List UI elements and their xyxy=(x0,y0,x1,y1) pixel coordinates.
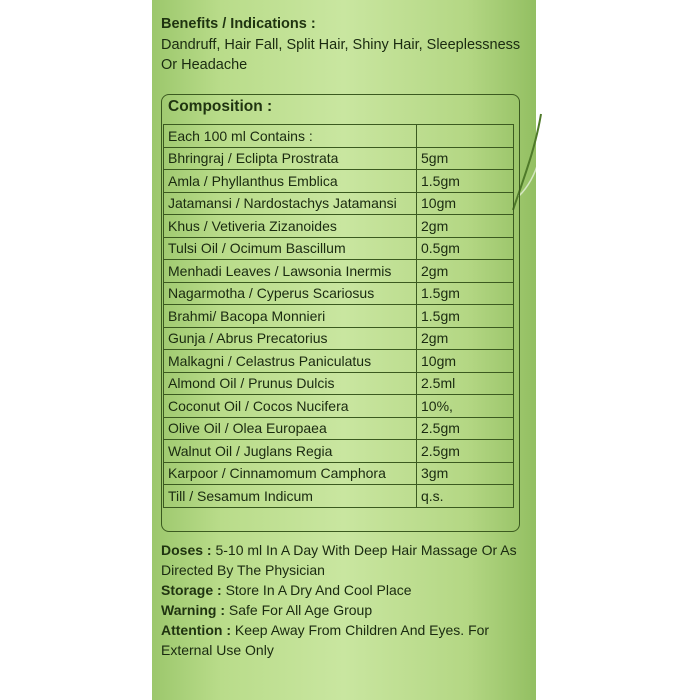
ingredient-amount: 2gm xyxy=(417,260,514,283)
composition-table xyxy=(163,124,514,508)
attention-label: Attention : xyxy=(161,622,231,638)
table-row xyxy=(164,485,514,508)
ingredient-name: Jatamansi / Nardostachys Jatamansi xyxy=(164,192,417,215)
composition-title: Composition : xyxy=(168,98,273,115)
ingredient-amount: 2gm xyxy=(417,327,514,350)
ingredient-amount: 10gm xyxy=(417,192,514,215)
storage-text: Store In A Dry And Cool Place xyxy=(225,582,412,598)
doses-line xyxy=(161,540,531,580)
ingredient-amount: 2.5ml xyxy=(417,372,514,395)
doses-label: Doses : xyxy=(161,542,212,558)
ingredient-name: Amla / Phyllanthus Emblica xyxy=(164,170,417,193)
ingredient-amount: q.s. xyxy=(417,485,514,508)
ingredient-name: Karpoor / Cinnamomum Camphora xyxy=(164,462,417,485)
table-row xyxy=(164,170,514,193)
table-row xyxy=(164,147,514,170)
composition-box xyxy=(161,94,520,532)
table-row xyxy=(164,260,514,283)
table-header-row xyxy=(164,125,514,148)
ingredient-amount: 10%, xyxy=(417,395,514,418)
ingredient-name: Almond Oil / Prunus Dulcis xyxy=(164,372,417,395)
table-row xyxy=(164,282,514,305)
table-row xyxy=(164,237,514,260)
ingredient-amount: 0.5gm xyxy=(417,237,514,260)
ingredient-amount: 10gm xyxy=(417,350,514,373)
table-row xyxy=(164,372,514,395)
ingredient-amount: 3gm xyxy=(417,462,514,485)
usage-info xyxy=(161,540,531,660)
ingredient-name: Walnut Oil / Juglans Regia xyxy=(164,440,417,463)
table-row xyxy=(164,440,514,463)
table-row xyxy=(164,395,514,418)
warning-text: Safe For All Age Group xyxy=(228,602,373,618)
table-row xyxy=(164,417,514,440)
ingredient-amount: 2.5gm xyxy=(417,417,514,440)
table-row xyxy=(164,462,514,485)
ingredient-name: Gunja / Abrus Precatorius xyxy=(164,327,417,350)
ingredient-amount: 1.5gm xyxy=(417,305,514,328)
ingredient-amount: 2gm xyxy=(417,215,514,238)
ingredient-name: Khus / Vetiveria Zizanoides xyxy=(164,215,417,238)
ingredient-name: Nagarmotha / Cyperus Scariosus xyxy=(164,282,417,305)
table-row xyxy=(164,350,514,373)
attention-text: Keep Away From Children And Eyes. For External Use Only xyxy=(161,622,490,658)
ingredient-name: Bhringraj / Eclipta Prostrata xyxy=(164,147,417,170)
ingredient-amount: 1.5gm xyxy=(417,282,514,305)
ingredient-name: Olive Oil / Olea Europaea xyxy=(164,417,417,440)
benefits-title: Benefits / Indications : xyxy=(161,16,316,32)
ingredient-name: Menhadi Leaves / Lawsonia Inermis xyxy=(164,260,417,283)
table-header-empty-cell xyxy=(417,125,514,148)
table-header-cell: Each 100 ml Contains : xyxy=(164,125,417,148)
table-row xyxy=(164,305,514,328)
ingredient-name: Coconut Oil / Cocos Nucifera xyxy=(164,395,417,418)
ingredient-name: Malkagni / Celastrus Paniculatus xyxy=(164,350,417,373)
warning-line xyxy=(161,600,531,620)
doses-text: 5-10 ml In A Day With Deep Hair Massage Or As Directed By The Physician xyxy=(161,542,517,578)
table-row xyxy=(164,215,514,238)
ingredient-amount: 5gm xyxy=(417,147,514,170)
storage-label: Storage : xyxy=(161,582,222,598)
warning-label: Warning : xyxy=(161,602,226,618)
ingredient-amount: 2.5gm xyxy=(417,440,514,463)
ingredient-name: Brahmi/ Bacopa Monnieri xyxy=(164,305,417,328)
ingredient-name: Till / Sesamum Indicum xyxy=(164,485,417,508)
attention-line xyxy=(161,620,531,660)
table-row xyxy=(164,327,514,350)
storage-line xyxy=(161,580,531,600)
ingredient-name: Tulsi Oil / Ocimum Bascillum xyxy=(164,237,417,260)
benefits-text: Dandruff, Hair Fall, Split Hair, Shiny Hair, Sleeplessness Or Headache xyxy=(161,37,521,73)
ingredient-amount: 1.5gm xyxy=(417,170,514,193)
table-row xyxy=(164,192,514,215)
